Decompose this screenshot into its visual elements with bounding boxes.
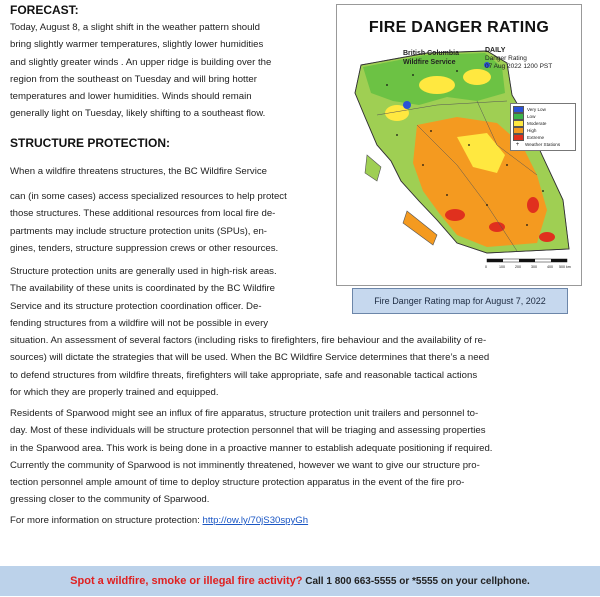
structure-heading: STRUCTURE PROTECTION: (10, 136, 170, 150)
text-line: partments may include structure protection units (SPUs), en- (10, 225, 268, 237)
banner-contact: Call 1 800 663-5555 or *5555 on your cellphone. (302, 576, 530, 587)
text-line: those structures. These additional resources from local fire de- (10, 208, 276, 220)
weather-station (468, 144, 470, 146)
scale-bar-segment (519, 259, 535, 262)
text-line: tection personnel ample amount of time to deploy structure protection apparatus in the event of the fire pro- (10, 477, 465, 489)
map-legend (510, 103, 576, 151)
report-banner (0, 566, 600, 596)
weather-station (386, 84, 388, 86)
legend-label: High (527, 128, 537, 133)
scale-label: 400 (547, 265, 553, 269)
text-line: Structure protection units are generally used in high-risk areas. (10, 266, 277, 277)
scale-bar-segment (551, 259, 567, 262)
text-line: Service and its structure protection coordination officer. De- (10, 300, 262, 312)
zone-extreme (527, 197, 539, 213)
scale-label: 500 km (559, 265, 571, 269)
legend-item (513, 113, 573, 120)
text-line: in the Sparwood area. This work is being done in a proactive manner to establish adequate positioning if required. (10, 442, 493, 454)
scale-label: 100 (499, 265, 505, 269)
more-info (10, 512, 595, 529)
text-line: to defend structures from wildfire threats, firefighters will take appropriate, safe and reasonable tactical actions (10, 369, 478, 381)
legend-item (513, 141, 573, 148)
zone-extreme (489, 222, 505, 232)
more-info-label: For more information on structure protection: (10, 515, 203, 526)
map-agency (403, 49, 459, 67)
legend-swatch (513, 134, 524, 141)
text-line: The availability of these units is coordinated by the BC Wildfire (10, 283, 276, 295)
zone-extreme (445, 209, 465, 221)
coast-island (365, 155, 381, 181)
structure-para2 (10, 188, 332, 257)
text-line: Residents of Sparwood might see an influx of fire apparatus, structure protection unit trailers and personnel to- (10, 408, 479, 419)
legend-item (513, 134, 573, 141)
scale-label: 0 (485, 265, 487, 269)
legend-label: Low (527, 114, 536, 119)
legend-label: Very Low (527, 107, 546, 112)
text-line: and slightly greater winds . An upper ridge is building over the (10, 56, 272, 68)
map-date: 07 Aug 2022 1200 PST (485, 63, 553, 70)
weather-station (456, 70, 458, 72)
text-line: generally light on Tuesday, likely shifting to a southeast flow. (10, 108, 266, 120)
legend-swatch (513, 120, 524, 127)
weather-station (526, 224, 528, 226)
text-line: Currently the community of Sparwood is not imminently threatened, however we want to give our structure pro- (10, 459, 480, 471)
weather-station (430, 130, 432, 132)
legend-item (513, 120, 573, 127)
legend-item (513, 106, 573, 113)
weather-station (396, 134, 398, 136)
weather-station (422, 164, 424, 166)
legend-item (513, 127, 573, 134)
text-line: day. Most of these individuals will be structure protection personnel that will be triaging and assessing properties (10, 425, 486, 437)
more-info-link[interactable]: http://ow.ly/70jS30spyGh (202, 515, 309, 526)
weather-station (542, 190, 544, 192)
weather-station (486, 204, 488, 206)
banner-alert: Spot a wildfire, smoke or illegal fire activity? (70, 575, 303, 587)
zone-extreme (539, 232, 555, 242)
structure-para4 (10, 405, 595, 509)
text-line: for which they are properly trained and equipped. (10, 387, 219, 399)
text-line: region from the southeast on Tuesday and will bring hotter (10, 73, 257, 85)
text-line: gressing closer to the community of Sparwood. (10, 494, 210, 506)
weather-station-icon: + (515, 141, 520, 148)
forecast-heading: FORECAST: (10, 3, 79, 17)
forecast-text (10, 19, 332, 123)
map-title: FIRE DANGER RATING (368, 19, 550, 36)
zone-moderate (419, 76, 455, 94)
legend-swatch (513, 113, 524, 120)
structure-intro: When a wildfire threatens structures, the BC Wildfire Service (10, 166, 267, 177)
agency-line: British Columbia (403, 50, 460, 57)
map-daily-info (485, 47, 552, 71)
text-line: temperatures and lower humidities. Winds should remain (10, 91, 252, 103)
legend-label: Moderate (527, 121, 547, 126)
text-line: bring slightly warmer temperatures, slightly lower humidities (10, 39, 264, 51)
text-line: gines, tenders, structure suppression crews or other resources. (10, 242, 279, 254)
map-caption: Fire Danger Rating map for August 7, 2022 (352, 288, 568, 314)
zone-moderate (463, 69, 491, 85)
text-line: situation. An assessment of several factors (including risks to firefighters, fire behaviour and the availability of re- (10, 335, 487, 347)
weather-station (506, 164, 508, 166)
legend-swatch (513, 127, 524, 134)
scale-label: 200 (515, 265, 521, 269)
map-daily-label: DAILY (485, 47, 506, 54)
agency-line: Wildfire Service (403, 59, 456, 66)
weather-station (446, 194, 448, 196)
map-subtitle: Danger Rating (485, 55, 527, 62)
text-line: can (in some cases) access specialized resources to help protect (10, 191, 287, 202)
legend-label: Weather Stations (525, 142, 561, 147)
weather-station (412, 74, 414, 76)
scale-label: 300 (531, 265, 537, 269)
scale-bar-segment (487, 259, 503, 262)
text-line: Today, August 8, a slight shift in the weather pattern should (10, 22, 260, 33)
zone-very-low (403, 101, 411, 109)
text-line: sources) will dictate the strategies that will be used. When the BC Wildfire Service determines that there’s a need (10, 352, 490, 364)
legend-swatch (513, 106, 524, 113)
text-line: fending structures from a wildfire will not be possible in every (10, 317, 269, 329)
coast-island (403, 211, 437, 245)
fire-danger-map (336, 4, 582, 286)
legend-label: Extreme (527, 135, 545, 140)
